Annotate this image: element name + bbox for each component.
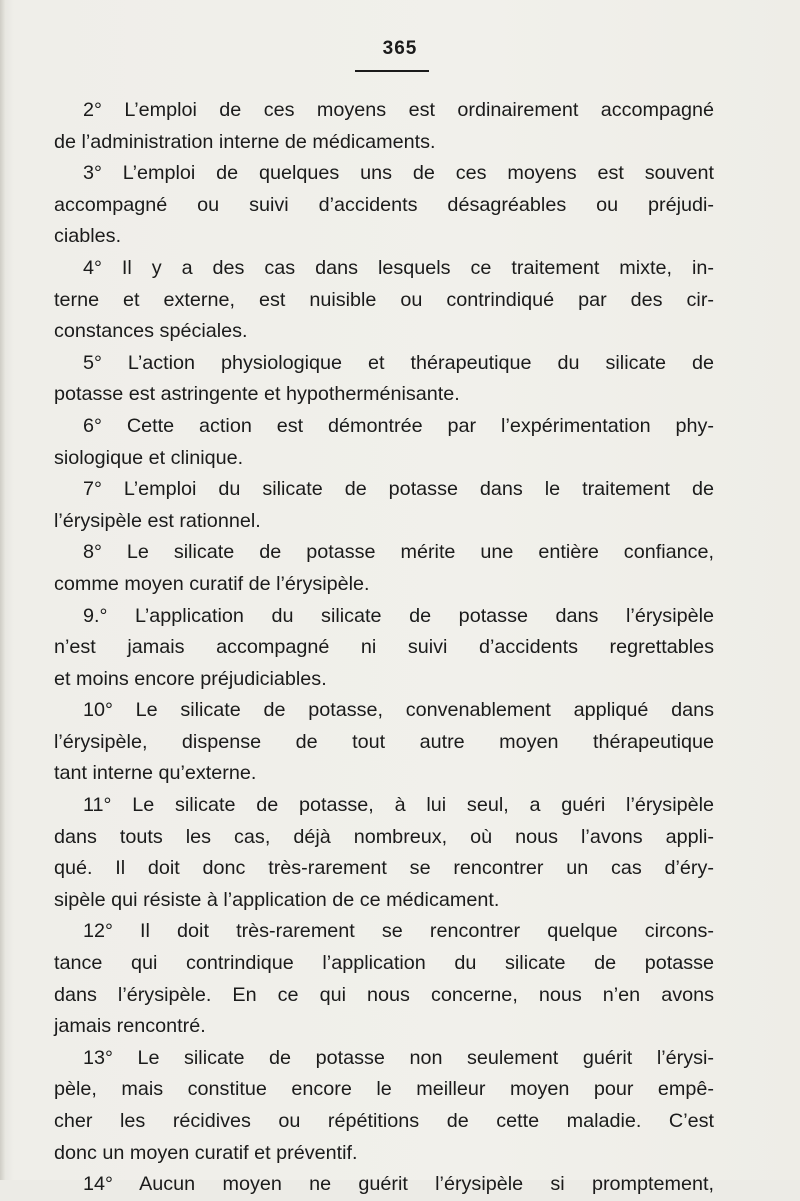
text-line: 7° L’emploi du silicate de potasse dans le traitement de	[83, 478, 714, 501]
text-line: accompagné ou suivi d’accidents désagréables ou préjudi-	[54, 193, 714, 216]
page-binding-edge	[0, 0, 5, 1180]
text-line: 14° Aucun moyen ne guérit l’érysipèle si promptement,	[83, 1173, 714, 1196]
text-line: dans touts les cas, déjà nombreux, où nous l’avons appli-	[54, 825, 714, 848]
text-line: 4° Il y a des cas dans lesquels ce traitement mixte, in-	[83, 256, 714, 279]
text-line: ciables.	[54, 225, 122, 248]
text-line: 8° Le silicate de potasse mérite une entière confiance,	[83, 541, 714, 564]
text-line: n’est jamais accompagné ni suivi d’accidents regrettables	[54, 636, 714, 659]
text-line: siologique et clinique.	[54, 446, 244, 469]
text-line: constances spéciales.	[54, 320, 248, 343]
body-text	[54, 95, 714, 1201]
text-line: 9.° L’application du silicate de potasse dans l’érysipèle	[83, 604, 714, 627]
text-line: pèle, mais constitue encore le meilleur moyen pour empê-	[54, 1078, 714, 1101]
text-line: 10° Le silicate de potasse, convenablement appliqué dans	[83, 699, 714, 722]
text-line: de l’administration interne de médicaments.	[54, 130, 436, 153]
text-line: et moins encore préjudiciables.	[54, 667, 327, 690]
page-number-rule	[355, 70, 429, 72]
text-line: l’érysipèle est rationnel.	[54, 509, 261, 532]
text-line: cher les récidives ou répétitions de cette maladie. C’est	[54, 1110, 714, 1132]
text-line: qué. Il doit donc très-rarement se rencontrer un cas d’éry-	[54, 857, 714, 880]
text-line: 3° L’emploi de quelques uns de ces moyens est souvent	[83, 162, 714, 185]
text-line: potasse est astringente et hypotherménisante.	[54, 383, 460, 406]
text-line: l’érysipèle, dispense de tout autre moyen thérapeutique	[54, 730, 714, 753]
text-line: sipèle qui résiste à l’application de ce médicament.	[54, 888, 500, 911]
text-line: 11° Le silicate de potasse, à lui seul, a guéri l’érysipèle	[83, 794, 714, 817]
text-line: comme moyen curatif de l’érysipèle.	[54, 572, 370, 595]
text-line: 6° Cette action est démontrée par l’expérimentation phy-	[83, 414, 714, 437]
text-line: terne et externe, est nuisible ou contrindiqué par des cir-	[54, 288, 714, 311]
text-line: 5° L’action physiologique et thérapeutique du silicate de	[83, 351, 714, 374]
text-line: jamais rencontré.	[54, 1015, 206, 1038]
text-line: 13° Le silicate de potasse non seulement guérit l’érysi-	[83, 1046, 714, 1069]
text-line: 12° Il doit très-rarement se rencontrer quelque circons-	[83, 920, 714, 943]
page-number: 365	[382, 38, 418, 59]
text-line: tant interne qu’externe.	[54, 762, 257, 785]
text-line: tance qui contrindique l’application du silicate de potasse	[54, 952, 714, 975]
text-line: dans l’érysipèle. En ce qui nous concerne, nous n’en avons	[54, 983, 714, 1006]
text-line: 2° L’emploi de ces moyens est ordinairement accompagné	[83, 99, 714, 121]
text-line: donc un moyen curatif et préventif.	[54, 1141, 358, 1164]
